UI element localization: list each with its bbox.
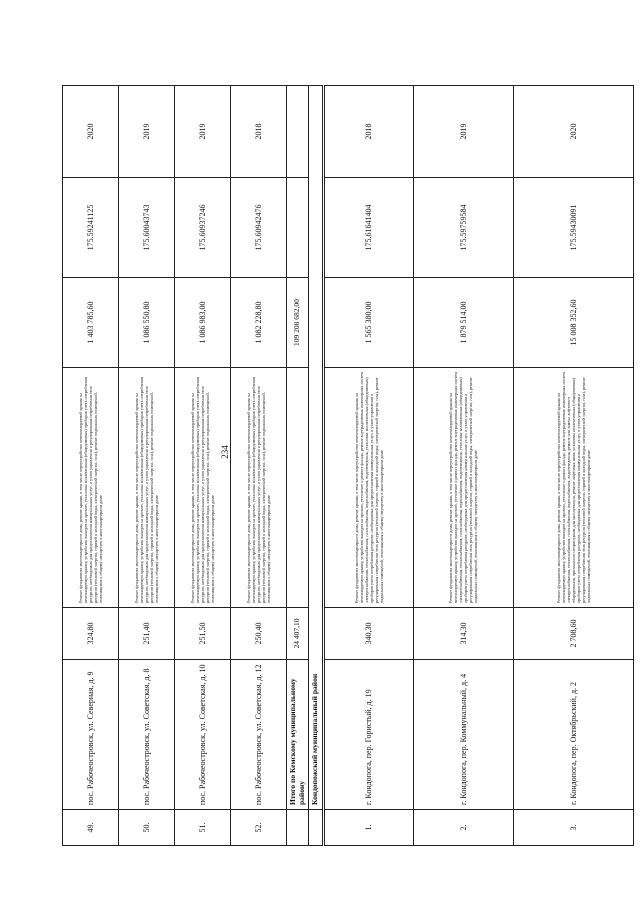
rotated-table-wrapper [62,86,591,846]
capital-repair-table [62,85,634,846]
address-cell: пос. Рабочеостровск, ул. Северная, д. 9 [63,660,119,810]
cost-cell: 15 008 352,60 [513,278,633,368]
table-row [513,86,633,846]
total-empty-cell [287,810,309,846]
address-cell: г. Кондопога, пер. Октябрьский, д. 2 [513,660,633,810]
cost-cell: 1 086 550,80 [119,278,175,368]
area-cell: 2 708,60 [513,608,633,660]
address-cell: г. Кондопога, пер. Коммунальный, д. 4 [413,660,513,810]
area-cell: 251,50 [175,608,231,660]
area-cell: 340,30 [323,608,413,660]
table-row [63,86,119,846]
total-label: Итого по Кемскому муниципальному району [287,660,309,810]
table-row [413,86,513,846]
works-cell: Ремонт фундамента многоквартирного дома, ремонт крыши, в том числе переустройство невентилируемой крыши на вентилируемую крышу, устройство выходов на кровлю, установка коллективных (общедомовых) приборов учета потребления ресурсов, необходимых для предоставления коммунальных услуг, и узлов управления и регулирования потребления этих ресурсов (тепловой энергии, горячей и холодной воды, электрической энергии, газа), ремонт подвальных помещений, относящихся к общему имуществу в многоквартирном доме [175,368,231,608]
area-cell: 250,40 [231,608,287,660]
section-empty-cell [309,810,324,846]
cadastral-cell: 175.59241125 [63,178,119,278]
area-cell: 314,30 [413,608,513,660]
year-cell: 2018 [231,86,287,178]
cost-cell: 1 086 983,00 [175,278,231,368]
section-heading: Кондопожский муниципальный район [309,86,324,810]
address-cell: пос. Рабочеостровск, ул. Советская, д. 12 [231,660,287,810]
year-cell: 2019 [175,86,231,178]
address-cell: г. Кондопога, пер. Гористый, д. 19 [323,660,413,810]
row-number: 51. [175,810,231,846]
document-sheet [62,86,591,846]
cadastral-cell: 175.61641404 [323,178,413,278]
row-number: 49. [63,810,119,846]
row-number: 50. [119,810,175,846]
cost-cell: 1 082 228,80 [231,278,287,368]
year-cell: 2019 [119,86,175,178]
row-number: 3. [513,810,633,846]
cadastral-cell: 175.60043743 [119,178,175,278]
section-row [309,86,324,846]
year-cell: 2020 [63,86,119,178]
works-cell: Ремонт фундамента многоквартирного дома, ремонт крыши, в том числе переустройство невентилируемой крыши на вентилируемую крышу, устройство выходов на кровлю, установка коллективных (общедомовых) приборов учета потребления ресурсов, необходимых для предоставления коммунальных услуг, и узлов управления и регулирования потребления этих ресурсов (тепловой энергии, горячей и холодной воды, электрической энергии, газа), ремонт подвальных помещений, относящихся к общему имуществу в многоквартирном доме [119,368,175,608]
total-area: 24 407,10 [287,608,309,660]
address-cell: пос. Рабочеостровск, ул. Советская, д. 8 [119,660,175,810]
cost-cell: 1 565 380,00 [323,278,413,368]
cadastral-cell: 175.59430091 [513,178,633,278]
page-number: 234 [220,445,230,459]
works-cell: Ремонт фундамента многоквартирного дома, ремонт крыши, в том числе переустройство невентилируемой крыши на вентилируемую крышу, устройство выходов на кровлю, установка коллективных (общедомовых) приборов учета потребления ресурсов, необходимых для предоставления коммунальных услуг, и узлов управления и регулирования потребления этих ресурсов (тепловой энергии, горячей и холодной воды, электрической энергии, газа), ремонт подвальных помещений, относящихся к общему имуществу в многоквартирном доме [231,368,287,608]
table-row [119,86,175,846]
row-number: 2. [413,810,513,846]
works-cell: Ремонт фундамента многоквартирного дома, ремонт крыши, в том числе переустройство невентилируемой крыши на вентилируемую крышу, устройство выходов на кровлю, установка коллективных (общедомовых) приборов учета потребления ресурсов, необходимых для предоставления коммунальных услуг, и узлов управления и регулирования потребления этих ресурсов (тепловой энергии, горячей и холодной воды, электрической энергии, газа), ремонт подвальных помещений, относящихся к общему имуществу в многоквартирном доме [63,368,119,608]
total-row [287,86,309,846]
row-number: 52. [231,810,287,846]
cadastral-cell: 175.60942476 [231,178,287,278]
total-empty-cell [287,178,309,278]
area-cell: 324,80 [63,608,119,660]
total-cost: 109 208 682,00 [287,278,309,368]
works-cell: Ремонт фундамента многоквартирного дома, ремонт крыши, в том числе переустройство невентилируемой крыши на вентилируемую крышу, устройство выходов на кровлю, утепление и ремонт фасада, ремонт внутридомовых инженерных систем электроснабжения, теплоснабжения, газоснабжения, водоснабжения, водоотведения, установка коллективных (общедомовых) приборов учета потребления ресурсов, необходимых для предоставления коммунальных услуг, и узлов управления и регулирования потребления этих ресурсов (тепловой энергии, горячей и холодной воды, электрической энергии, газа), ремонт подвальных помещений, относящихся к общему имуществу в многоквартирном доме [413,368,513,608]
year-cell: 2018 [323,86,413,178]
total-empty-cell [287,86,309,178]
row-number: 1. [323,810,413,846]
cost-cell: 1 403 785,60 [63,278,119,368]
cadastral-cell: 175.59759584 [413,178,513,278]
table-row [231,86,287,846]
address-cell: пос. Рабочеостровск, ул. Советская, д. 10 [175,660,231,810]
table-row [323,86,413,846]
year-cell: 2019 [413,86,513,178]
works-cell: Ремонт фундамента многоквартирного дома, ремонт крыши, в том числе переустройство невентилируемой крыши на вентилируемую крышу, устройство выходов на кровлю, утепление и ремонт фасада, ремонт внутридомовых инженерных систем электроснабжения, теплоснабжения, газоснабжения, водоснабжения, водоотведения, ремонт или замена лифтового оборудования, признанного непригодным для эксплуатации, ремонт лифтовых шахт, установка коллективных (общедомовых) приборов учета потребления ресурсов, необходимых для предоставления коммунальных услуг, и узлов управления и регулирования потребления этих ресурсов (тепловой энергии, горячей и холодной воды, электрической энергии, газа), ремонт подвальных помещений, относящихся к общему имуществу в многоквартирном доме [513,368,633,608]
table-body-kem [63,86,634,846]
area-cell: 251,40 [119,608,175,660]
cost-cell: 1 879 514,00 [413,278,513,368]
total-empty-cell [287,368,309,608]
cadastral-cell: 175.60937246 [175,178,231,278]
table-row [175,86,231,846]
works-cell: Ремонт фундамента многоквартирного дома, ремонт крыши, в том числе переустройство невентилируемой крыши на вентилируемую крышу, устройство выходов на кровлю, утепление и ремонт фасада, ремонт внутридомовых инженерных систем электроснабжения, теплоснабжения, газоснабжения, водоснабжения, водоотведения, установка коллективных (общедомовых) приборов учета потребления ресурсов, необходимых для предоставления коммунальных услуг, и узлов управления и регулирования потребления этих ресурсов (тепловой энергии, горячей и холодной воды, электрической энергии, газа), ремонт подвальных помещений, относящихся к общему имуществу в многоквартирном доме [323,368,413,608]
year-cell: 2020 [513,86,633,178]
